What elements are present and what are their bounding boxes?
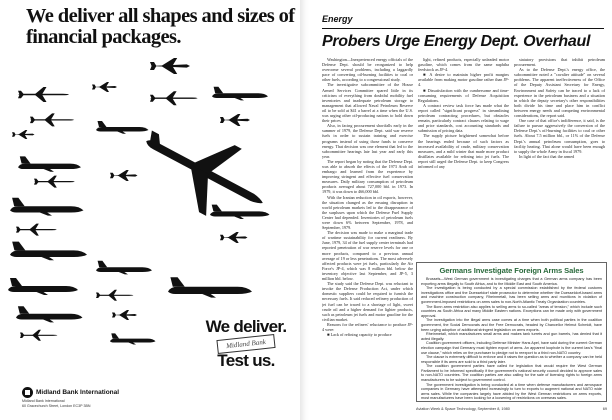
airliner-icon: [128, 108, 280, 237]
jet-aircraft-icon: [20, 330, 57, 341]
paragraph: The report began by noting that the Defense Dept. was able to absorb the effects of the 1973 Arab oil embargo and learned from the experience by improving stringent and effective fuel conservation measures. Daily military consumption of petroleum products averaged about 727,000 bbl. in 1973. In 1979, it was down to 466,000 bbl.: [322, 158, 413, 195]
paragraph: In light of the fact that the armed: [519, 153, 575, 159]
section-label: Energy: [322, 14, 353, 24]
jet-aircraft-icon: [34, 176, 75, 188]
paragraph: The decision was made to make a marginal trade of wartime sustainability for current readiness. By June, 1979, 34 of the fuel supply center terminals had reported penetration of war reserve levels for one or more products, compared to a previous annual average of 19 or less penetrations. The most adversely affected products were jet fuels, particularly the Air Force's JP-4, which was 8 million bbl. below the inventory objective last September, and JP-5, 3 million bbl. below.: [322, 230, 413, 282]
article-column-3: [514, 57, 605, 260]
page-gutter: [300, 0, 309, 420]
jet-aircraft-icon: [8, 278, 78, 295]
paragraph: light, refined products, especially unleaded motor gasoline, which comes from the same naphtha feedstock as JP-4.: [418, 57, 509, 73]
article-page: [310, 0, 612, 420]
fighter-jet-icon: [110, 170, 138, 181]
ad-address-line: Midland Bank International: [22, 399, 65, 403]
paragraph: Also, in facing procurement shortfalls early in the summer of 1979, the Defense Dept. said war reserve fuels in order to sustain training and exercise programs instead of using those funds to conserve energy. That decision was one element that led to the subcommittee hearings late last year and early this year.: [322, 123, 413, 159]
paragraph: statutory provisions that inhibit petroleum procurement.: [514, 57, 605, 68]
slogan-line-2: Test us.: [217, 351, 275, 370]
jet-aircraft-icon: [18, 87, 69, 102]
paragraph: ■ Dissatisfaction with the cumbersome and time-consuming requirements of Defense Acquisition Regulations.: [418, 87, 509, 103]
paragraph: The clause is extremely difficult to enforce and it raises the question as to whether a company can be held responsible if its arms are sold to a third party later.: [421, 355, 602, 364]
sidebar-box-title: Germans Investigate Foreign Arms Sales: [439, 266, 584, 275]
ad-stamp: Midland Bank: [216, 334, 275, 354]
fighter-jet-icon: [12, 130, 35, 139]
jet-aircraft-icon: [110, 333, 156, 344]
fighter-jet-icon: [92, 82, 117, 92]
page-number: 69: [602, 407, 607, 411]
ad-slogan: [196, 318, 296, 369]
section-divider: [322, 28, 604, 29]
paragraph: Washington—Inexperienced energy officials of the Defense Dept. should be reorganized to help overcome several problems, including a laggardly pace of converting oil-burning facilities to coal or other fuels, according to a congressional study.: [322, 57, 413, 83]
paragraph: Rheinmetall, which manufactures small arms and makes tank turrets and gun barrels, has denied that it acted illegally.: [421, 332, 602, 341]
article-column-2: [418, 57, 509, 260]
paragraph: With the Iranian reduction in oil exports, however, the situation changed as the ensuing disruption in world petroleum markets led to the disappearance of the surpluses upon which the Defense Fuel Supply Center had depended. Inventories of petroleum fuels were down 6% between September, 1978, and September, 1979.: [322, 194, 413, 231]
paragraph: Brussels—West German government is investigating charges that a German arms company has been exporting arms illegally to South Africa, and to the Middle East and South America.: [421, 277, 602, 286]
sidebar-box-body: [421, 277, 602, 402]
paragraph: The study said the Defense Dept. was reluctant to invoke the Defense Production Act, under which domestic suppliers could be required to furnish the necessary fuels. It said reduced refinery production of jet fuel can be traced to a shortage of light, sweet crude oil and a higher demand for lighter products, such as petroleum jet fuels and motor gasoline for the civilian market.: [322, 281, 413, 322]
page-footer: [416, 407, 607, 411]
jet-aircraft-icon: [212, 87, 268, 101]
fighter-jet-icon: [220, 232, 248, 243]
paragraph: A contract review task force has made what the report called "significant progress" in streamlining petroleum contracting procedures, but obstacles remain, particularly contract clauses relating to wage and price standards, cost accounting standards and submission of pricing data.: [418, 102, 509, 134]
ad-address: [22, 399, 142, 408]
paragraph: [421, 401, 602, 402]
ad-address-line: 60 Gracechurch Street, London EC3P 3BN: [22, 403, 91, 408]
jet-aircraft-icon: [30, 113, 74, 126]
paragraph: ■ Lack of refining capacity to produce: [327, 332, 392, 338]
jet-aircraft-icon: [18, 156, 81, 171]
fighter-jet-icon: [220, 114, 250, 126]
paragraph: The investigative subcommittee of the House Armed Services Committee spared little in its criticism of everything from doubtful mobility fuel inventories and inadequate petroleum storage to management that allowed Naval Petroleum Reserve oil to be sold at $41 a barrel at a time when the U.S. was urging other oil-producing nations to hold down their prices.: [322, 82, 413, 124]
article-headline: Probers Urge Energy Dept. Overhaul: [322, 33, 591, 50]
paragraph: Reasons for the refiners' reluctance to produce JP-4 were:: [322, 321, 413, 332]
paragraph: The supply picture brightened somewhat before the hearings ended because of such factors as increased availability of crude, military conservation measures, and a mild winter that made more product distillates available for refining into jet fuels. The report still urged the Defense Dept. to keep Congress informed of any: [418, 133, 509, 169]
paragraph: ■ A desire to maintain higher profit margins available from making motor gasoline rather than JP-4.: [418, 72, 509, 88]
jet-aircraft-icon: [16, 224, 57, 236]
jet-aircraft-icon: [96, 121, 149, 134]
ad-headline: We deliver all shapes and sizes of financial packages.: [26, 5, 295, 48]
publication-line: Aviation Week & Space Technology, September 8, 1980: [416, 407, 510, 411]
jet-aircraft-icon: [16, 306, 83, 322]
aircraft-silhouettes: [0, 52, 300, 352]
paragraph: The investigation into the illegal arms case comes at a time when both political parties in the coalition government, the Social Democrats and the Free Democrats, headed by Chancellor Helmut Schmidt, have been urging adoption of additional stringent legislation on arms exports.: [421, 318, 602, 332]
jet-aircraft-icon: [96, 261, 152, 275]
paragraph: The investigation is being conducted by a special commission established by the federal customs investigations office and the Duesseldorf state prosecutor to determine whether the Duesseldorf-based arms and machine construction company, Rheinmetall, has been selling arms and munitions in violation of government-imposed restrictions on arms sales to non-North Atlantic Treaty Organization countries.: [421, 286, 602, 304]
paragraph: The coalition government parties have called for legislation that would require the West German Parliament to be informed specifically if the government's national security council decided to approve sales to non-NATO countries. The coalition parties are also calling for the sale of licensing rights to foreign arms manufacturers to be subject to government control.: [421, 364, 602, 383]
midland-logo: [22, 387, 142, 398]
sidebar-box: [416, 262, 607, 402]
paragraph: The government investigation is being conducted at a time when defense manufacturers and aerospace companies in Germany have attempted increasingly to turn to exports to augment national and NATO wide arms sales. While the companies largely have abided by the West German restrictions on arms exports, most manufacturers have been looking for a loosening of restrictions on overseas sales.: [421, 382, 602, 401]
fighter-jet-icon: [150, 58, 190, 74]
advertisement: [0, 0, 300, 420]
jet-aircraft-icon: [210, 205, 270, 219]
paragraph: The Bonn arms restriction also applies to selling arms to so-called "areas of tension," which include such countries as South Africa and many Middle Eastern nations. Exceptions can be made only with government approval.: [421, 304, 602, 318]
ad-footer: [22, 387, 142, 408]
jet-aircraft-icon: [96, 290, 133, 301]
jet-aircraft-icon: [150, 91, 198, 105]
slogan-line-1: We deliver.: [205, 317, 287, 336]
paragraph: As to the Defense Dept.'s energy office, the subcommittee noted a "cavalier attitude" on several problems. The apparent ineffectiveness of the Office of the Deputy Assistant Secretary for Energy, Environment and Safety can be traced to a lack of experience in the petroleum business and a situation in which the deputy secretary's other responsibilities both divide his time and place him in conflict between energy needs and competing environmental considerations, the report said.: [514, 67, 605, 119]
jet-aircraft-icon: [10, 198, 84, 216]
paragraph: One case of that office's indifference, it said, is the failure to pursue aggressively the conversion of the Defense Dept.'s oil-burning facilities to coal or other fuels. About 7.5 million bbl., or 11% of the Defense Dept.'s annual petroleum consumption, goes to facility heating. That alone would have been enough to supply the whole Army in fiscal 1979.: [514, 118, 605, 154]
paragraph: Coalition government officers, including Defense Minister Hans Apel, have said during the current German election campaign that Germany must tighten export of arms. An apparent loophole is the current law's "final use clause," which relies on the purchaser to pledge not to reexport to a third non-NATO country.: [421, 341, 602, 355]
jet-aircraft-icon: [168, 277, 252, 297]
bank-logo-icon: [22, 387, 33, 398]
article-column-1: [322, 57, 413, 357]
ad-company-name: Midland Bank International: [36, 389, 120, 396]
jet-aircraft-icon: [10, 242, 87, 261]
fighter-jet-icon: [112, 310, 137, 320]
